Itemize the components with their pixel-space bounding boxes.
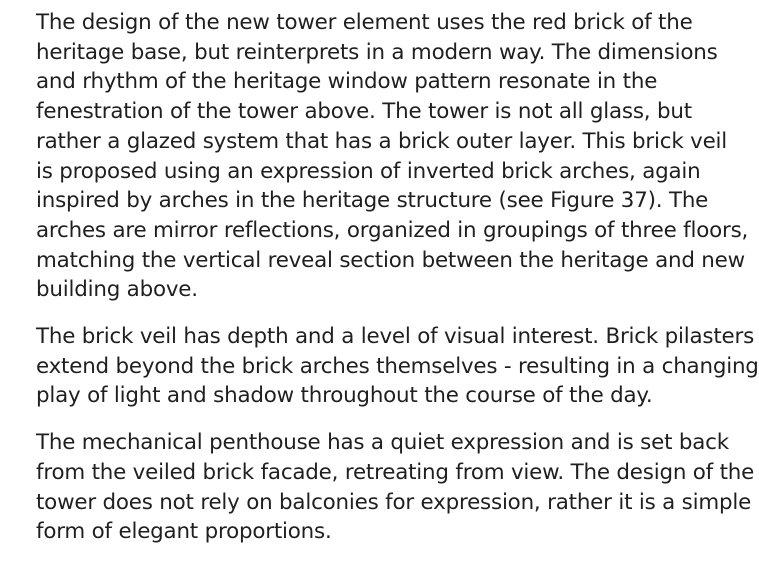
text-line: fenestration of the tower above. The tower is not all glass, but	[36, 99, 692, 125]
text-line: form of elegant proportions.	[36, 519, 332, 545]
document-body	[36, 8, 759, 547]
text-line: building above.	[36, 277, 198, 303]
text-line: The brick veil has depth and a level of visual interest. Brick pilasters	[36, 324, 755, 350]
paragraph-brick-veil	[36, 322, 759, 411]
text-line: inspired by arches in the heritage structure (see Figure 37). The	[36, 188, 709, 214]
text-line: tower does not rely on balconies for expression, rather it is a simple	[36, 489, 752, 515]
text-line: The design of the new tower element uses the red brick of the	[36, 10, 693, 35]
text-line: arches are mirror reflections, organized in groupings of three floors,	[36, 217, 749, 243]
text-line: The mechanical penthouse has a quiet expression and is set back	[36, 430, 729, 456]
paragraph-mechanical-penthouse	[36, 428, 755, 547]
text-line: rather a glazed system that has a brick outer layer. This brick veil	[36, 128, 728, 154]
text-line: heritage base, but reinterprets in a modern way. The dimensions	[36, 39, 718, 65]
text-line: and rhythm of the heritage window pattern resonate in the	[36, 69, 658, 95]
text-line: is proposed using an expression of inverted brick arches, again	[36, 158, 701, 184]
text-line: extend beyond the brick arches themselves - resulting in a changing	[36, 353, 759, 379]
text-line: matching the vertical reveal section between the heritage and new	[36, 247, 745, 273]
text-line: from the veiled brick facade, retreating from view. The design of the	[36, 459, 755, 485]
paragraph-tower-design	[36, 8, 752, 305]
text-line: play of light and shadow throughout the course of the day.	[36, 383, 653, 409]
